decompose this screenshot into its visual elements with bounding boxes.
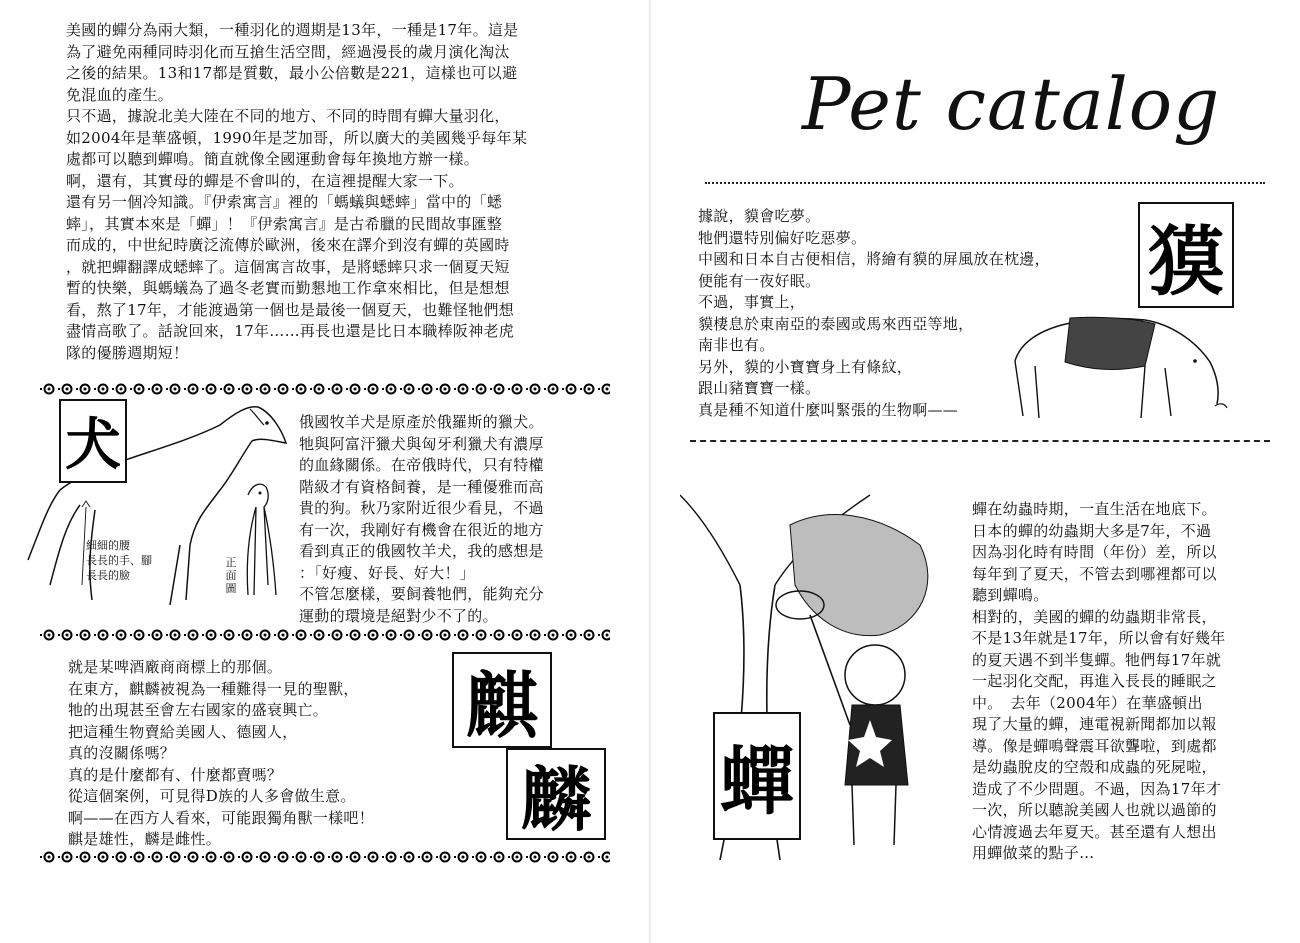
star-divider	[705, 182, 1265, 196]
cicada-kanji: 蟬	[720, 739, 794, 825]
ornamental-divider	[40, 850, 610, 864]
lin-kanji: 麟	[521, 758, 591, 841]
ornamental-divider	[40, 628, 610, 642]
cicada-larva-text: 蟬在幼蟲時期，一直生活在地底下。 日本的蟬的幼蟲期大多是7年，不過 因為羽化時有時間（年份）差，所以 每年到了夏天，不管去到哪裡都可以 聽到蟬鳴。 相對的，美國的蟬的幼蟲期非常長， 不是13年就是17年，所以會有好幾年 的夏天遇不到半隻蟬。牠們每17年就 一起羽化交配，再進入長長的睡眠之 中。 去年（2004年）在華盛頓出 現了大量的蟬，連電視新聞都加以報 導。像是蟬鳴聲震耳欲聾啦，到處都 是幼蟲脫皮的空殼和成蟲的死屍啦， 造成了不少問題。不過，因為17年才 一次，所以聽說美國人也就以過節的 心情渡過去年夏天。甚至還有人想出 用蟬做菜的點子…	[972, 500, 1226, 862]
qilin-text: 就是某啤酒廠商商標上的那個。 在東方，麒麟被視為一種難得一見的聖獸， 牠的出現甚至會左右國家的盛衰興亡。 把這種生物賣給美國人、德國人， 真的沒關係嗎？ 真的是什麼都有、什麼都賣嗎？ 從這個案例，可見得D族的人多會做生意。 啊——在西方人看來，可能跟獨角獸一樣吧！ 麒是雄性，麟是雌性。	[68, 658, 375, 848]
cicada-kanji-box	[713, 712, 801, 840]
qilin-kanji-box-bottom	[506, 748, 606, 840]
dog-kanji: 犬	[65, 413, 121, 478]
qilin-kanji: 麒	[465, 664, 538, 748]
cicada-intro-text: 美國的蟬分為兩大類，一種羽化的週期是13年，一種是17年。這是 為了避免兩種同時羽化而互搶生活空間，經過漫長的歲月演化淘汰 之後的結果。13和17都是質數，最小公倍數是221，這樣也可以避 免混血的產生。 只不過，據說北美大陸在不同的地方、不同的時間有蟬大量羽化， 如2004年是華盛頓，1990年是芝加哥，所以廣大的美國幾乎每年某 處都可以聽到蟬鳴。簡直就像全國運動會每年換地方辦一樣。 啊，還有，其實母的蟬是不會叫的，在這裡提醒大家一下。 還有另一個冷知識。『伊索寓言』裡的「螞蟻與蟋蟀」當中的「蟋 蟀」，其實本來是「蟬」！『伊索寓言』是古希臘的民間故事匯整 而成的，中世紀時廣泛流傳於歐洲，後來在譯介到沒有蟬的英國時 ，就把蟬翻譯成蟋蟀了。這個寓言故事，是將蟋蟀只求一個夏天短 暫的快樂，與螞蟻為了過冬老實而勤懇地工作拿來相比，但是想想 看，熬了17年，才能渡過第一個也是最後一個夏天，也難怪牠們想 盡情高歌了。話說回來，17年……再長也還是比日本職棒阪神老虎 隊的優勝週期短！	[66, 21, 528, 362]
dog-text: 俄國牧羊犬是原產於俄羅斯的獵犬。 牠與阿富汗獵犬與匈牙利獵犬有濃厚 的血緣關係。在帝俄時代，只有特權 階級才有資格飼養，是一種優雅而高 貴的狗。秋乃家附近很少看見，不過 有一次，我剛好有機會在很近的地方 看到真正的俄國牧羊犬，我的感想是 ：「好瘦、好長、好大！」 不管怎麼樣，要飼養牠們，能夠充分 運動的環境是絕對少不了的。	[299, 413, 544, 625]
dog-kanji-box	[59, 399, 127, 483]
qilin-kanji-box-top	[452, 652, 552, 748]
tapir-kanji: 獏	[1148, 216, 1224, 306]
star-divider	[690, 440, 1270, 454]
front-view-dog-sketch	[247, 484, 276, 595]
boy-sketch	[845, 645, 908, 845]
tapir-illustration	[995, 306, 1235, 426]
tapir-text: 據說，貘會吃夢。 牠們還特別偏好吃惡夢。 中國和日本自古便相信，將繪有貘的屏風放在枕邊， 便能有一夜好眠。 不過，事實上， 貘棲息於東南亞的泰國或馬來西亞等地， 南非也有。 另外，貘的小寶寶身上有條紋， 跟山豬寶寶一樣。 真是種不知道什麼叫緊張的生物啊——	[698, 207, 1050, 419]
tapir-kanji-box	[1138, 202, 1234, 308]
page-title: Pet catalog	[802, 62, 1221, 146]
dog-annotation: 細細的腰 長長的手、腳 長長的臉	[86, 539, 152, 582]
front-view-label: 正面圖	[225, 556, 237, 595]
right-page	[650, 0, 1300, 943]
ornamental-divider	[40, 382, 610, 396]
